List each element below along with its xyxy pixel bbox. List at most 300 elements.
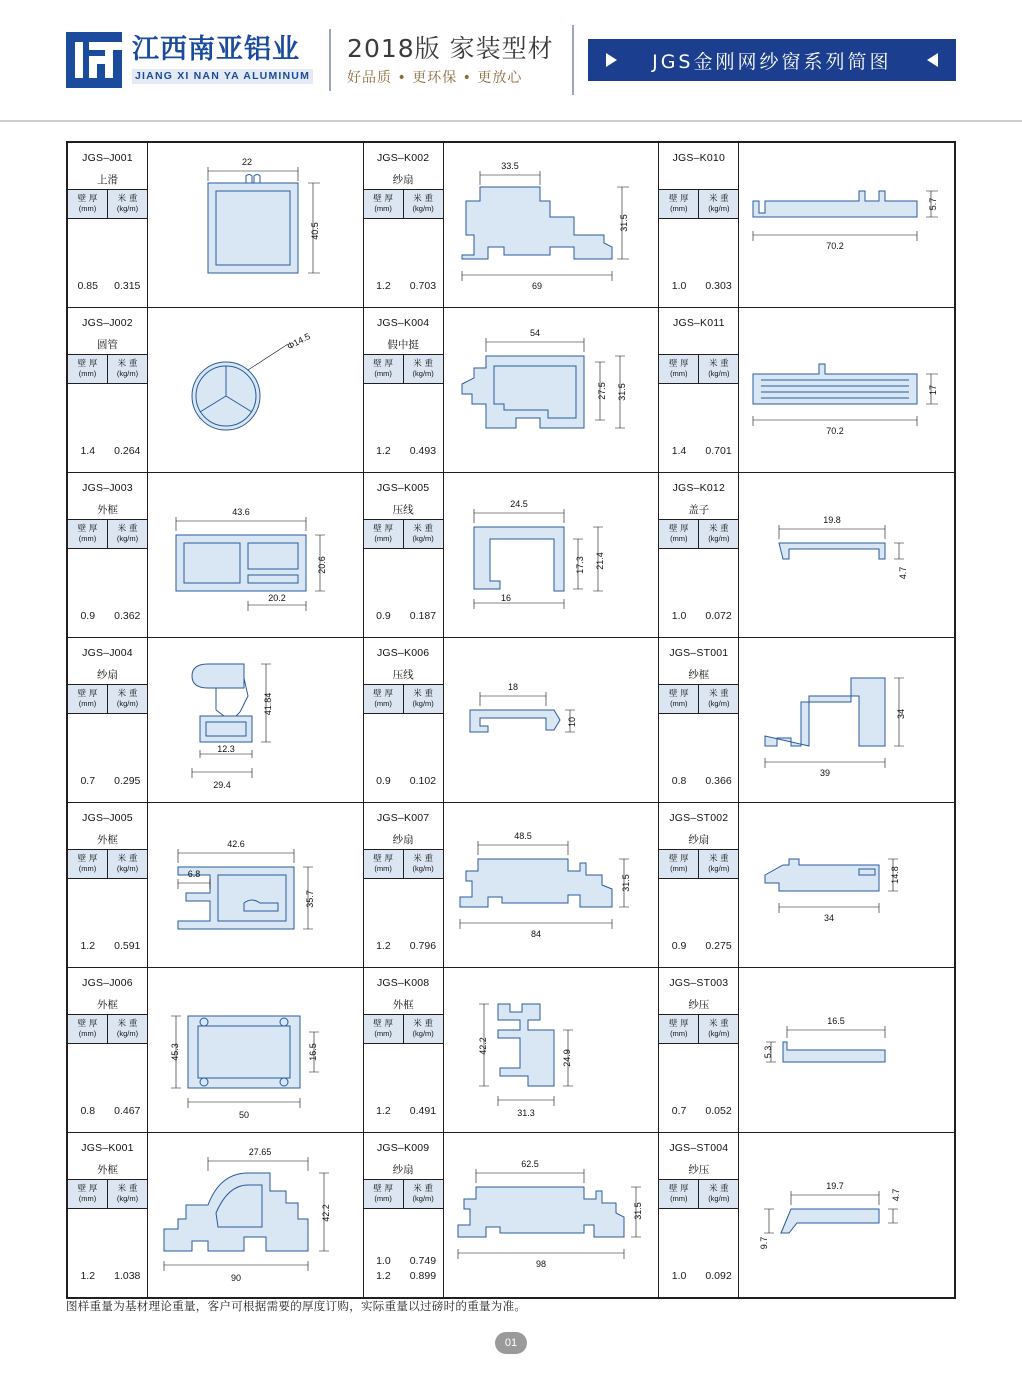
- profile-name: 压线: [392, 503, 414, 516]
- dim-label: 43.6: [232, 507, 250, 517]
- spec-header-row: [68, 1014, 147, 1044]
- spec-values: [659, 549, 738, 637]
- spec-values: [659, 879, 738, 967]
- profile-code: JGS–K008: [376, 976, 430, 989]
- thickness-header: 壁 厚 (mm): [373, 523, 393, 543]
- dim-label: 31.5: [620, 874, 631, 892]
- profile-code: JGS–J002: [82, 316, 133, 329]
- spec-header-row: [659, 1014, 738, 1044]
- dim-label: 24.9: [561, 1049, 572, 1067]
- profile-drawing-jgs-k011: [739, 308, 954, 472]
- spec-header-row: [659, 849, 738, 879]
- profile-drawing-st003: [739, 968, 954, 1132]
- thickness-values: 0.7: [671, 1105, 687, 1118]
- profile-name: 纱扇: [392, 173, 414, 186]
- spec-info: [659, 968, 739, 1132]
- profile-name: [659, 334, 738, 354]
- spec-header-row: [659, 519, 738, 549]
- profile-cell-jgs-k011: [659, 308, 955, 473]
- profile-code: JGS–ST003: [669, 976, 729, 989]
- profile-name: 纱框: [688, 668, 710, 681]
- dim-label: 17.3: [574, 556, 585, 574]
- thickness-values: 0.9: [376, 610, 391, 623]
- dim-label: 6.8: [187, 869, 201, 879]
- spec-values: [68, 1044, 147, 1132]
- spec-info: [68, 143, 148, 307]
- weight-header: 米 重 (kg/m): [107, 355, 147, 383]
- dim-label: 20.6: [317, 556, 327, 574]
- profile-cell-jgs-j005: [68, 803, 364, 968]
- profile-code: JGS–K007: [376, 811, 430, 824]
- logo-company-name-cn: 江西南亚铝业: [132, 34, 300, 66]
- profile-cell-jgs-j006: [68, 968, 364, 1133]
- profile-drawing-jgs-k008: [444, 968, 659, 1132]
- weight-values: 0.295: [114, 775, 141, 788]
- profile-drawing-jgs-k012: [739, 473, 954, 637]
- weight-header: 米 重 (kg/m): [698, 520, 738, 548]
- page-number-badge: 01: [495, 1332, 527, 1354]
- profile-name: 外框: [97, 998, 118, 1011]
- thickness-header: 壁 厚 (mm): [373, 1183, 393, 1203]
- spec-values: [659, 1209, 738, 1297]
- dim-label: 34: [824, 913, 835, 923]
- profile-code: JGS–J001: [82, 151, 133, 164]
- profile-cell-jgs-k012: [659, 473, 955, 638]
- profile-cell-jgs-st003: [659, 968, 955, 1133]
- spec-info: [364, 1133, 444, 1297]
- thickness-values: 1.0: [671, 280, 687, 293]
- spec-info: [659, 473, 739, 637]
- weight-values: 0.366: [705, 775, 732, 788]
- dim-label: 27.65: [248, 1147, 272, 1157]
- table-row: [68, 803, 955, 968]
- weight-values: 0.102: [409, 775, 437, 788]
- dim-label: 4.7: [898, 566, 909, 580]
- table-row: [68, 473, 955, 638]
- spec-info: [68, 968, 148, 1132]
- weight-header: 米 重 (kg/m): [403, 520, 443, 548]
- spec-values: [659, 1044, 738, 1132]
- spec-header-row: [68, 849, 147, 879]
- spec-header-row: [659, 684, 738, 714]
- profile-name: 纱扇: [688, 833, 710, 846]
- weight-values: 0.796: [409, 940, 437, 953]
- dim-label: 17: [928, 384, 939, 396]
- profile-drawing-jgs-j004: [148, 638, 363, 802]
- spec-values: [68, 879, 147, 967]
- profile-drawing-jgs-j006: [148, 968, 363, 1132]
- weight-values: 0.749 0.899: [409, 1254, 437, 1283]
- thickness-header: 壁 厚 (mm): [77, 1183, 98, 1203]
- spec-header-row: [68, 354, 147, 384]
- spec-info: [68, 473, 148, 637]
- spec-values: [364, 1044, 443, 1132]
- dim-label: 62.5: [520, 1159, 539, 1169]
- profile-drawing-st002: [739, 803, 954, 967]
- weight-values: 0.092: [705, 1270, 732, 1283]
- thickness-values: 1.4: [671, 445, 687, 458]
- spec-info: [68, 638, 148, 802]
- profile-code: JGS–J004: [82, 646, 133, 659]
- dim-label: 84: [530, 929, 541, 939]
- profile-code: JGS–K010: [672, 151, 725, 164]
- profile-cell-jgs-k006: [363, 638, 659, 803]
- profile-name: 外框: [97, 833, 118, 846]
- dim-label: 4.7: [891, 1188, 902, 1202]
- dim-label: 9.7: [759, 1236, 770, 1250]
- spec-values: [659, 714, 738, 802]
- weight-header: 米 重 (kg/m): [698, 685, 738, 713]
- dim-label: 18: [507, 682, 518, 692]
- profile-cell-jgs-k004: [363, 308, 659, 473]
- thickness-header: 壁 厚 (mm): [373, 358, 393, 378]
- dim-label: 29.4: [213, 780, 231, 790]
- spec-info: [68, 803, 148, 967]
- weight-values: 0.362: [114, 610, 141, 623]
- spec-header-row: [659, 354, 738, 384]
- weight-values: 0.703: [409, 280, 437, 293]
- dim-label: 5.7: [928, 197, 939, 211]
- spec-info: [364, 308, 444, 472]
- weight-values: 0.493: [409, 445, 437, 458]
- spec-info: [659, 803, 739, 967]
- spec-values: [68, 219, 147, 307]
- spec-info: [659, 1133, 739, 1297]
- dim-label: 70.2: [826, 426, 845, 436]
- table-row: [68, 308, 955, 473]
- profile-code: JGS–K011: [673, 316, 725, 329]
- logo-company-name-en: JIANG XI NAN YA ALUMINUM: [132, 69, 313, 84]
- profile-name: 上滑: [97, 173, 118, 186]
- profile-drawing-jgs-k001: [148, 1133, 363, 1297]
- thickness-header: 壁 厚 (mm): [373, 688, 393, 708]
- dim-label: 24.5: [509, 499, 528, 509]
- thickness-values: 1.0: [671, 1270, 687, 1283]
- thickness-values: 0.85: [77, 280, 98, 293]
- profile-cell-jgs-k010: [659, 143, 955, 308]
- spec-info: [364, 638, 444, 802]
- weight-header: 米 重 (kg/m): [107, 850, 147, 878]
- profile-cell-jgs-k007: [363, 803, 659, 968]
- triangle-left-icon: [927, 53, 938, 67]
- table-row: [68, 968, 955, 1133]
- dim-label: 31.5: [616, 383, 627, 401]
- thickness-header: 壁 厚 (mm): [77, 1018, 98, 1038]
- profile-code: JGS–ST002: [669, 811, 729, 824]
- thickness-values: 0.9: [80, 610, 96, 623]
- table-row: [68, 638, 955, 803]
- dim-label: 16: [500, 593, 511, 603]
- thickness-values: 1.0 1.2: [376, 1254, 391, 1283]
- weight-header: 米 重 (kg/m): [107, 190, 147, 218]
- profile-code: JGS–K009: [376, 1141, 430, 1154]
- thickness-header: 壁 厚 (mm): [77, 688, 98, 708]
- profile-name: 外框: [392, 998, 414, 1011]
- logo-mark-icon: [66, 32, 122, 88]
- dim-label: 14.8: [890, 866, 901, 884]
- spec-info: [364, 143, 444, 307]
- profile-code: JGS–K001: [81, 1141, 134, 1154]
- profile-code: JGS–K006: [376, 646, 430, 659]
- spec-info: [659, 143, 739, 307]
- spec-header-row: [68, 1179, 147, 1209]
- profile-cell-jgs-st002: [659, 803, 955, 968]
- spec-header-row: [364, 684, 443, 714]
- thickness-header: 壁 厚 (mm): [668, 1018, 689, 1038]
- weight-header: 米 重 (kg/m): [698, 1015, 738, 1043]
- profile-drawing-jgs-k007: [444, 803, 659, 967]
- profile-table: [66, 141, 956, 1299]
- thickness-header: 壁 厚 (mm): [668, 193, 689, 213]
- weight-values: 0.052: [705, 1105, 732, 1118]
- dim-label: 70.2: [826, 241, 845, 251]
- spec-info: [68, 1133, 148, 1297]
- spec-values: [68, 1209, 147, 1297]
- company-logo: [66, 32, 313, 88]
- profile-drawing-jgs-k009: [444, 1133, 659, 1297]
- profile-code: JGS–J006: [82, 976, 133, 989]
- weight-values: 0.591: [114, 940, 141, 953]
- weight-values: 0.275: [705, 940, 732, 953]
- profile-drawing-jgs-j002: [148, 308, 363, 472]
- dim-label: 34: [896, 708, 907, 720]
- series-title-bar: [588, 39, 956, 81]
- thickness-values: 0.9: [376, 775, 391, 788]
- profile-cell-jgs-j001: [68, 143, 364, 308]
- profile-cell-jgs-k001: [68, 1133, 364, 1298]
- dim-label: 90: [230, 1273, 242, 1283]
- thickness-header: 壁 厚 (mm): [77, 853, 98, 873]
- thickness-header: 壁 厚 (mm): [668, 1183, 689, 1203]
- dim-label: Φ14.5: [285, 331, 312, 352]
- profile-cell-jgs-j003: [68, 473, 364, 638]
- weight-header: 米 重 (kg/m): [698, 190, 738, 218]
- spec-values: [364, 1209, 443, 1297]
- dim-label: 12.3: [217, 744, 235, 754]
- weight-values: 0.491: [409, 1105, 437, 1118]
- weight-header: 米 重 (kg/m): [403, 355, 443, 383]
- spec-header-row: [364, 354, 443, 384]
- spec-values: [364, 549, 443, 637]
- edition-slogan: 好品质 • 更环保 • 更放心: [347, 69, 523, 86]
- spec-values: [68, 549, 147, 637]
- profile-drawing-jgs-k004: [444, 308, 659, 472]
- profile-cell-jgs-st004: [659, 1133, 955, 1298]
- spec-header-row: [659, 189, 738, 219]
- spec-header-row: [68, 189, 147, 219]
- thickness-values: 1.2: [376, 1105, 391, 1118]
- dim-label: 19.8: [823, 515, 842, 525]
- triangle-right-icon: [606, 53, 617, 67]
- profile-drawing-st004: [739, 1133, 954, 1297]
- profile-cell-jgs-j004: [68, 638, 364, 803]
- thickness-header: 壁 厚 (mm): [668, 688, 689, 708]
- thickness-values: 0.8: [671, 775, 687, 788]
- weight-header: 米 重 (kg/m): [107, 685, 147, 713]
- spec-info: [659, 308, 739, 472]
- spec-header-row: [68, 684, 147, 714]
- weight-values: 0.303: [705, 280, 732, 293]
- spec-values: [364, 879, 443, 967]
- weight-header: 米 重 (kg/m): [698, 1180, 738, 1208]
- profile-name: 圆管: [97, 338, 118, 351]
- thickness-header: 壁 厚 (mm): [373, 193, 393, 213]
- dim-label: 45.3: [170, 1043, 180, 1061]
- dim-label: 20.2: [268, 593, 286, 603]
- thickness-values: 1.2: [376, 280, 391, 293]
- spec-info: [364, 803, 444, 967]
- thickness-header: 壁 厚 (mm): [373, 853, 393, 873]
- footnote: 图样重量为基材理论重量，客户可根据需要的厚度订购，实际重量以过磅时的重量为准。: [66, 1299, 527, 1313]
- profile-code: JGS–K012: [672, 481, 725, 494]
- spec-values: [68, 384, 147, 472]
- thickness-header: 壁 厚 (mm): [668, 358, 689, 378]
- dim-label: 10: [566, 716, 577, 728]
- spec-header-row: [364, 1014, 443, 1044]
- thickness-header: 壁 厚 (mm): [77, 523, 98, 543]
- thickness-values: 1.2: [376, 445, 391, 458]
- profile-name: 纱扇: [392, 1163, 414, 1176]
- weight-values: 0.187: [409, 610, 437, 623]
- spec-header-row: [364, 189, 443, 219]
- profile-name: 纱压: [688, 1163, 710, 1176]
- profile-cell-jgs-k005: [363, 473, 659, 638]
- dim-label: 19.7: [826, 1181, 845, 1191]
- dim-label: 5.3: [763, 1045, 774, 1059]
- profile-cell-jgs-st001: [659, 638, 955, 803]
- thickness-header: 壁 厚 (mm): [77, 358, 98, 378]
- thickness-values: 0.9: [671, 940, 687, 953]
- thickness-values: 1.4: [80, 445, 96, 458]
- profile-name: 假中挺: [387, 338, 419, 351]
- dim-label: 27.5: [596, 382, 607, 400]
- thickness-values: 1.2: [80, 940, 96, 953]
- spec-info: [364, 473, 444, 637]
- profile-code: JGS–J003: [82, 481, 133, 494]
- weight-header: 米 重 (kg/m): [107, 520, 147, 548]
- weight-header: 米 重 (kg/m): [698, 850, 738, 878]
- profile-code: JGS–K005: [376, 481, 430, 494]
- profile-drawing-st001: [739, 638, 954, 802]
- table-row: [68, 1133, 955, 1298]
- dim-label: 31.5: [632, 1202, 643, 1220]
- dim-label: 31.5: [618, 214, 629, 232]
- header-divider-2: [572, 25, 574, 95]
- profile-code: JGS–ST001: [669, 646, 729, 659]
- profile-name: 盖子: [688, 503, 710, 516]
- spec-info: [364, 968, 444, 1132]
- profile-drawing-jgs-j003: [148, 473, 363, 637]
- profile-cell-jgs-j002: [68, 308, 364, 473]
- weight-header: 米 重 (kg/m): [403, 850, 443, 878]
- dim-label: 42.2: [477, 1037, 488, 1055]
- profile-drawing-jgs-k005: [444, 473, 659, 637]
- profile-drawing-jgs-j005: [148, 803, 363, 967]
- profile-cell-jgs-k008: [363, 968, 659, 1133]
- dim-label: 39: [820, 768, 831, 778]
- spec-values: [659, 219, 738, 307]
- profile-code: JGS–J005: [82, 811, 133, 824]
- spec-header-row: [364, 849, 443, 879]
- spec-header-row: [364, 1179, 443, 1209]
- weight-header: 米 重 (kg/m): [107, 1015, 147, 1043]
- spec-header-row: [364, 519, 443, 549]
- profile-cell-jgs-k009: [363, 1133, 659, 1298]
- page-title: JGS金刚网纱窗系列简图: [652, 50, 892, 73]
- spec-info: [659, 638, 739, 802]
- dim-label: 69: [531, 281, 542, 291]
- profile-name: 纱扇: [392, 833, 414, 846]
- weight-header: 米 重 (kg/m): [698, 355, 738, 383]
- dim-label: 54: [529, 328, 540, 338]
- thickness-header: 壁 厚 (mm): [373, 1018, 393, 1038]
- dim-label: 40.5: [310, 222, 320, 240]
- spec-info: [68, 308, 148, 472]
- dim-label: 31.3: [516, 1108, 535, 1118]
- dim-label: 98: [535, 1259, 546, 1269]
- dim-label: 22: [241, 157, 253, 167]
- profile-code: JGS–ST004: [669, 1141, 729, 1154]
- weight-values: 0.264: [114, 445, 141, 458]
- dim-label: 41.84: [263, 692, 273, 716]
- profile-name: 外框: [97, 503, 118, 516]
- dim-label: 33.5: [500, 161, 519, 171]
- edition-block: [347, 33, 554, 86]
- weight-values: 0.072: [705, 610, 732, 623]
- weight-header: 米 重 (kg/m): [403, 685, 443, 713]
- profile-code: JGS–K004: [376, 316, 430, 329]
- dim-label: 16.5: [827, 1016, 846, 1026]
- profile-name: 外框: [97, 1163, 118, 1176]
- profile-name: 纱扇: [97, 668, 118, 681]
- profile-code: JGS–K002: [376, 151, 430, 164]
- dim-label: 48.5: [513, 831, 532, 841]
- profile-drawing-jgs-k006: [444, 638, 659, 802]
- thickness-header: 壁 厚 (mm): [668, 853, 689, 873]
- weight-header: 米 重 (kg/m): [403, 1015, 443, 1043]
- profile-cell-jgs-k002: [363, 143, 659, 308]
- spec-values: [364, 219, 443, 307]
- spec-values: [364, 714, 443, 802]
- page-header: [0, 0, 1022, 122]
- dim-label: 42.2: [321, 1204, 331, 1222]
- dim-label: 21.4: [594, 552, 605, 570]
- profile-name: 压线: [392, 668, 414, 681]
- spec-values: [68, 714, 147, 802]
- weight-header: 米 重 (kg/m): [403, 1180, 443, 1208]
- dim-label: 16.5: [308, 1043, 318, 1061]
- weight-values: 0.467: [114, 1105, 141, 1118]
- weight-header: 米 重 (kg/m): [403, 190, 443, 218]
- spec-values: [364, 384, 443, 472]
- spec-values: [659, 384, 738, 472]
- spec-header-row: [68, 519, 147, 549]
- profile-drawing-jgs-j001: [148, 143, 363, 307]
- thickness-values: 1.2: [80, 1270, 96, 1283]
- thickness-values: 0.7: [80, 775, 96, 788]
- edition-title: 2018版 家装型材: [347, 33, 554, 63]
- profile-drawing-jgs-k002: [444, 143, 659, 307]
- weight-header: 米 重 (kg/m): [107, 1180, 147, 1208]
- weight-values: 0.701: [705, 445, 732, 458]
- weight-values: 1.038: [114, 1270, 141, 1283]
- dim-label: 35.7: [305, 890, 315, 908]
- table-row: [68, 143, 955, 308]
- thickness-header: 壁 厚 (mm): [668, 523, 689, 543]
- spec-header-row: [659, 1179, 738, 1209]
- thickness-values: 0.8: [80, 1105, 96, 1118]
- profile-drawing-jgs-k010: [739, 143, 954, 307]
